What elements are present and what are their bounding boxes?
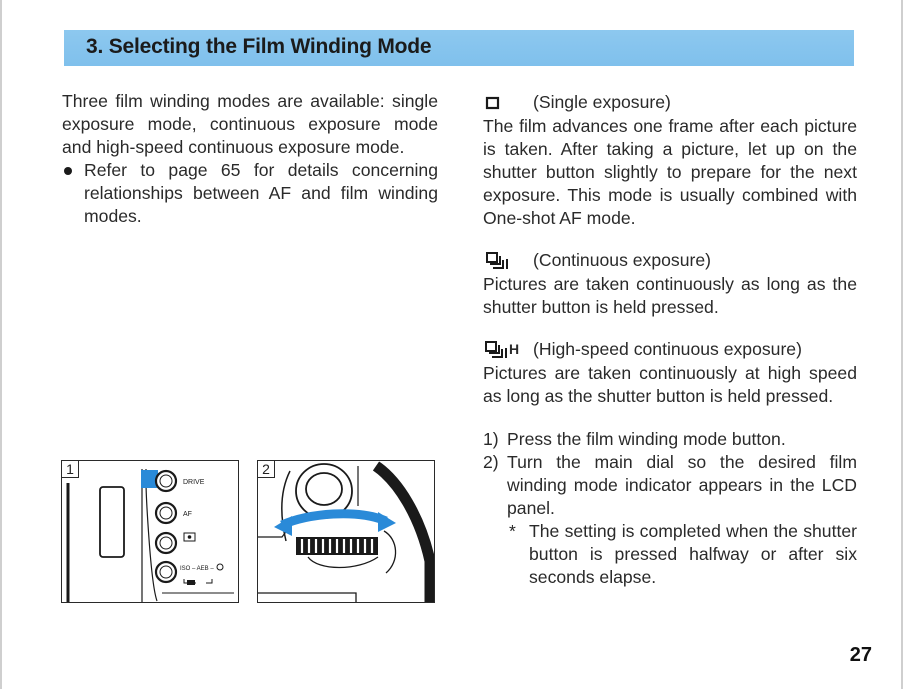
iso-aeb-label: ISO – AEB – xyxy=(180,566,214,572)
high-speed-suffix: H xyxy=(509,341,520,357)
continuous-frames-icon xyxy=(483,250,533,272)
step-text: Turn the main dial so the desired film winding mode indicator appears in the LCD panel. xyxy=(507,452,857,518)
note-text: The setting is completed when the shutter button is pressed halfway or after six seconds elapse. xyxy=(529,521,857,587)
page-title: 3. Selecting the Film Winding Mode xyxy=(86,35,432,58)
section-title-bar xyxy=(64,30,854,66)
instruction-steps xyxy=(483,428,857,589)
note-asterisk: * xyxy=(509,521,516,541)
mode-high-speed-title: (High-speed continuous exposure) xyxy=(533,339,802,359)
intro-paragraph: Three film winding modes are available: single exposure mode, continuous exposure mode and high-speed continuous exposure mode. xyxy=(62,91,438,157)
mode-continuous-title: (Continuous exposure) xyxy=(533,250,711,270)
bullet-icon xyxy=(64,167,72,175)
figure-number: 1 xyxy=(62,461,79,478)
main-dial-illustration xyxy=(258,461,435,603)
step-item xyxy=(483,451,857,520)
step-number: 1) xyxy=(483,429,499,449)
right-column xyxy=(483,90,857,589)
mode-continuous-desc: Pictures are taken continuously as long as the shutter button is held pressed. xyxy=(483,274,857,317)
mode-high-speed-desc: Pictures are taken continuously at high speed as long as the shutter button is held pressed. xyxy=(483,363,857,406)
drive-label: DRIVE xyxy=(183,479,205,486)
camera-buttons-illustration xyxy=(62,461,239,603)
reference-bullet xyxy=(62,159,438,228)
mode-single xyxy=(483,90,857,230)
high-speed-continuous-icon xyxy=(483,338,533,361)
mode-high-speed xyxy=(483,337,857,408)
figure-number: 2 xyxy=(258,461,275,478)
mode-single-title: (Single exposure) xyxy=(533,92,671,112)
note xyxy=(507,520,857,589)
step-number: 2) xyxy=(483,452,499,472)
mode-continuous xyxy=(483,248,857,319)
step-text: Press the film winding mode button. xyxy=(507,429,786,449)
mode-single-desc: The film advances one frame after each picture is taken. After taking a picture, let up on the shutter button slightly to prepare for the next exposure. This mode is usually combined with One-shot AF mode. xyxy=(483,116,857,228)
left-column xyxy=(62,90,438,228)
step-item xyxy=(483,428,857,451)
af-label: AF xyxy=(183,511,192,518)
figure-2-main-dial xyxy=(257,460,435,603)
figure-1-button-panel xyxy=(61,460,239,603)
single-frame-icon xyxy=(483,95,533,111)
page-number: 27 xyxy=(849,644,872,666)
bullet-text: Refer to page 65 for details concerning relationships between AF and film winding modes. xyxy=(84,160,438,226)
